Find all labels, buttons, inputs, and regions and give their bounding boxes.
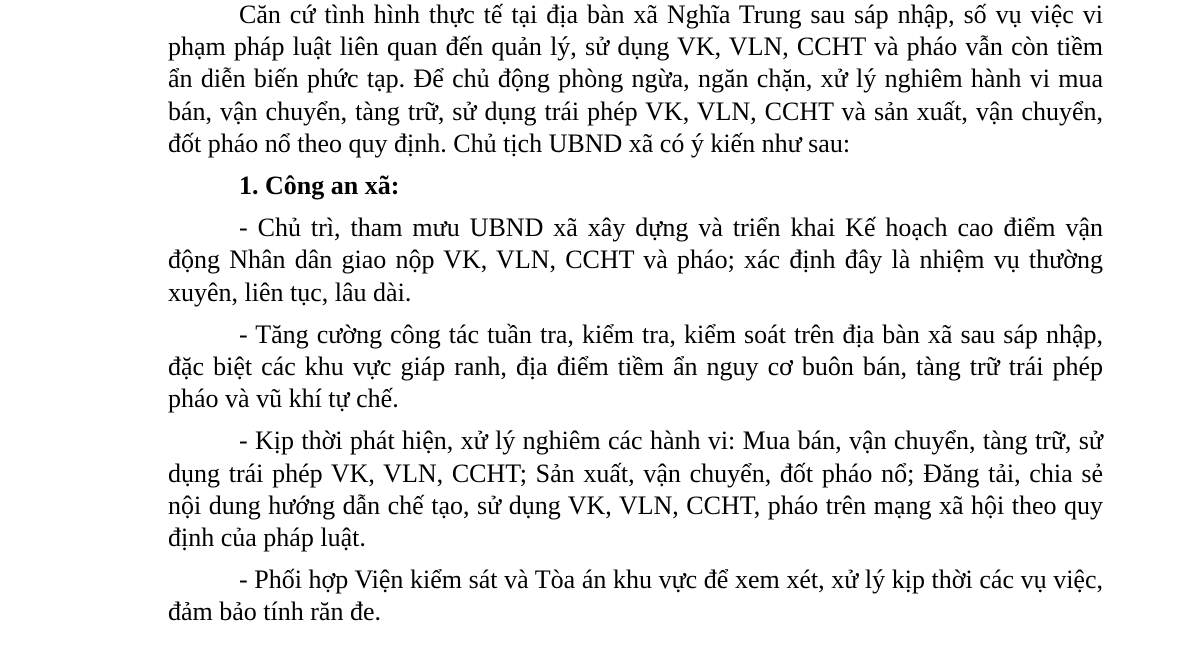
document-page xyxy=(168,0,1103,670)
list-item: - Chủ trì, tham mưu UBND xã xây dựng và triển khai Kế hoạch cao điểm vận động Nhân dân giao nộp VK, VLN, CCHT và pháo; xác định đây là nhiệm vụ thường xuyên, liên tục, lâu dài. xyxy=(168,213,1103,307)
list-item: - Phối hợp Viện kiểm sát và Tòa án khu vực để xem xét, xử lý kịp thời các vụ việc, đảm bảo tính răn đe. xyxy=(168,565,1103,627)
list-item: - Tăng cường công tác tuần tra, kiểm tra, kiểm soát trên địa bàn xã sau sáp nhập, đặc biệt các khu vực giáp ranh, địa điểm tiềm ẩn nguy cơ buôn bán, tàng trữ trái phép pháo và vũ khí tự chế. xyxy=(168,319,1103,414)
intro-paragraph: Căn cứ tình hình thực tế tại địa bàn xã Nghĩa Trung sau sáp nhập, số vụ việc vi phạm pháp luật liên quan đến quản lý, sử dụng VK, VLN, CCHT và pháo vẫn còn tiềm ẩn diễn biến phức tạp. Để chủ động phòng ngừa, ngăn chặn, xử lý nghiêm hành vi mua bán, vận chuyển, tàng trữ, sử dụng trái phép VK, VLN, CCHT và sản xuất, vận chuyển, đốt pháo nổ theo quy định. Chủ tịch UBND xã có ý kiến như sau: xyxy=(168,0,1103,158)
list-item: - Kịp thời phát hiện, xử lý nghiêm các hành vi: Mua bán, vận chuyển, tàng trữ, sử dụng trái phép VK, VLN, CCHT; Sản xuất, vận chuyển, đốt pháo nổ; Đăng tải, chia sẻ nội dung hướng dẫn chế tạo, sử dụng VK, VLN, CCHT, pháo trên mạng xã hội theo quy định của pháp luật. xyxy=(168,426,1103,553)
section-heading: 1. Công an xã: xyxy=(239,171,400,201)
